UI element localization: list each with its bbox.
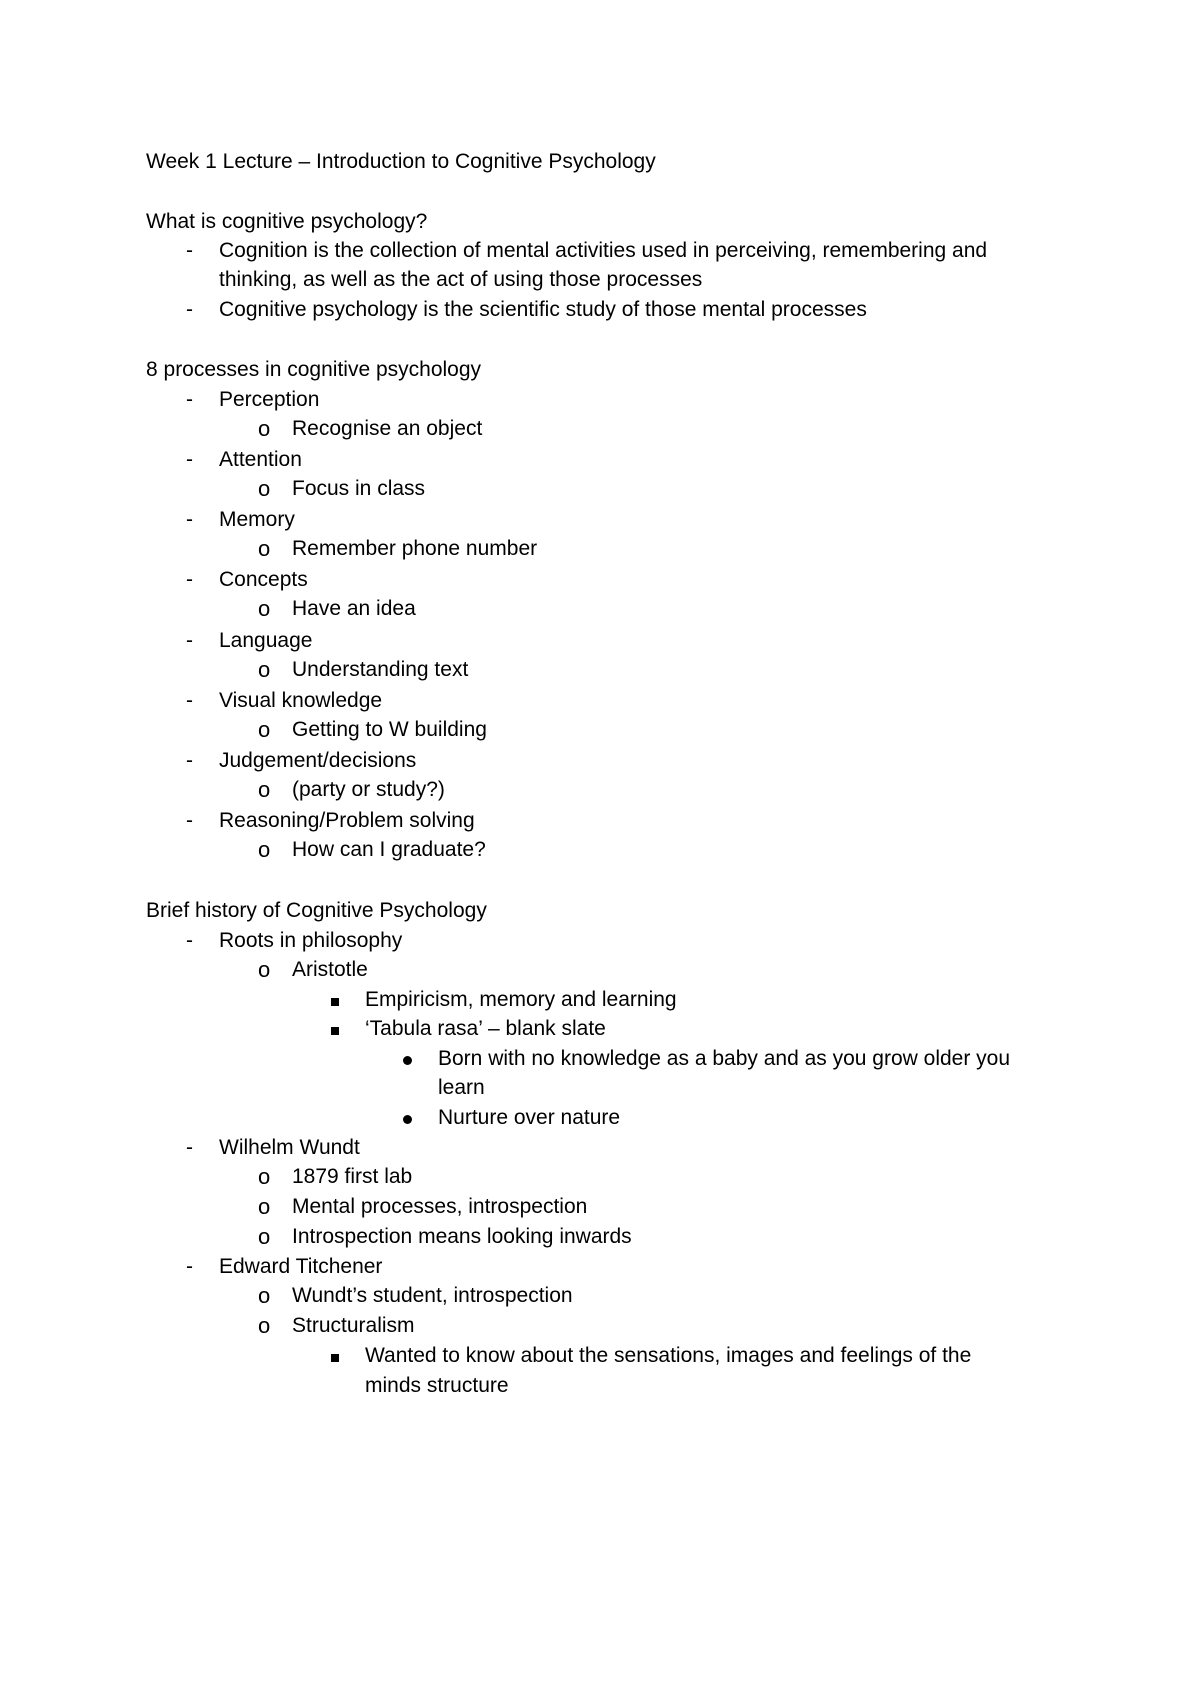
dash-bullet: -	[186, 239, 193, 262]
history-subitem: Introspection means looking inwards	[292, 1225, 632, 1248]
history-detail-continuation: learn	[438, 1076, 485, 1099]
process-example: Remember phone number	[292, 537, 538, 560]
dash-bullet: -	[186, 298, 193, 321]
document-title: Week 1 Lecture – Introduction to Cognitive Psychology	[146, 150, 656, 173]
history-point: Wanted to know about the sensations, images and feelings of the	[365, 1344, 972, 1367]
dash-bullet: -	[186, 388, 193, 411]
circle-bullet: o	[258, 777, 271, 802]
process-example: Getting to W building	[292, 718, 487, 741]
section-heading-8-processes: 8 processes in cognitive psychology	[146, 358, 482, 381]
circle-bullet: o	[258, 1164, 271, 1189]
history-subitem: 1879 first lab	[292, 1165, 413, 1188]
process-example: Focus in class	[292, 477, 426, 500]
history-item: Roots in philosophy	[219, 929, 403, 952]
circle-bullet: o	[258, 416, 271, 441]
dash-bullet: -	[186, 448, 193, 471]
process-item: Concepts	[219, 568, 308, 591]
process-example: Recognise an object	[292, 417, 483, 440]
history-detail: Born with no knowledge as a baby and as you grow older you	[438, 1047, 1011, 1070]
circle-bullet: o	[258, 1224, 271, 1249]
round-bullet	[403, 1044, 412, 1074]
dash-bullet: -	[186, 929, 193, 952]
process-item: Judgement/decisions	[219, 749, 417, 772]
process-item: Reasoning/Problem solving	[219, 809, 475, 832]
square-bullet	[331, 1014, 339, 1044]
history-subitem: Mental processes, introspection	[292, 1195, 588, 1218]
process-item: Attention	[219, 448, 302, 471]
history-item: Wilhelm Wundt	[219, 1136, 360, 1159]
dash-bullet: -	[186, 1255, 193, 1278]
round-bullet	[403, 1103, 412, 1133]
history-detail: Nurture over nature	[438, 1106, 621, 1129]
process-item: Perception	[219, 388, 320, 411]
history-item: Edward Titchener	[219, 1255, 383, 1278]
circle-bullet: o	[258, 1194, 271, 1219]
process-example: Understanding text	[292, 658, 469, 681]
process-example: Have an idea	[292, 597, 416, 620]
list-item-continuation: thinking, as well as the act of using those processes	[219, 268, 703, 291]
dash-bullet: -	[186, 689, 193, 712]
process-item: Visual knowledge	[219, 689, 383, 712]
square-bullet	[331, 1341, 339, 1371]
history-point: Empiricism, memory and learning	[365, 988, 677, 1011]
dash-bullet: -	[186, 508, 193, 531]
history-point-continuation: minds structure	[365, 1374, 509, 1397]
process-item: Memory	[219, 508, 295, 531]
history-subitem: Wundt’s student, introspection	[292, 1284, 573, 1307]
square-bullet	[331, 985, 339, 1015]
circle-bullet: o	[258, 536, 271, 561]
process-example: (party or study?)	[292, 778, 445, 801]
dash-bullet: -	[186, 568, 193, 591]
history-subitem: Aristotle	[292, 958, 368, 981]
dash-bullet: -	[186, 749, 193, 772]
history-point: ‘Tabula rasa’ – blank slate	[365, 1017, 606, 1040]
circle-bullet: o	[258, 657, 271, 682]
process-example: How can I graduate?	[292, 838, 486, 861]
circle-bullet: o	[258, 1313, 271, 1338]
process-item: Language	[219, 629, 313, 652]
dash-bullet: -	[186, 809, 193, 832]
circle-bullet: o	[258, 1283, 271, 1308]
history-subitem: Structuralism	[292, 1314, 415, 1337]
list-item: Cognition is the collection of mental activities used in perceiving, remembering and	[219, 239, 988, 262]
circle-bullet: o	[258, 837, 271, 862]
circle-bullet: o	[258, 717, 271, 742]
circle-bullet: o	[258, 596, 271, 621]
dash-bullet: -	[186, 629, 193, 652]
section-heading-what-is: What is cognitive psychology?	[146, 210, 428, 233]
circle-bullet: o	[258, 476, 271, 501]
circle-bullet: o	[258, 957, 271, 982]
dash-bullet: -	[186, 1136, 193, 1159]
section-heading-history: Brief history of Cognitive Psychology	[146, 899, 487, 922]
list-item: Cognitive psychology is the scientific study of those mental processes	[219, 298, 867, 321]
